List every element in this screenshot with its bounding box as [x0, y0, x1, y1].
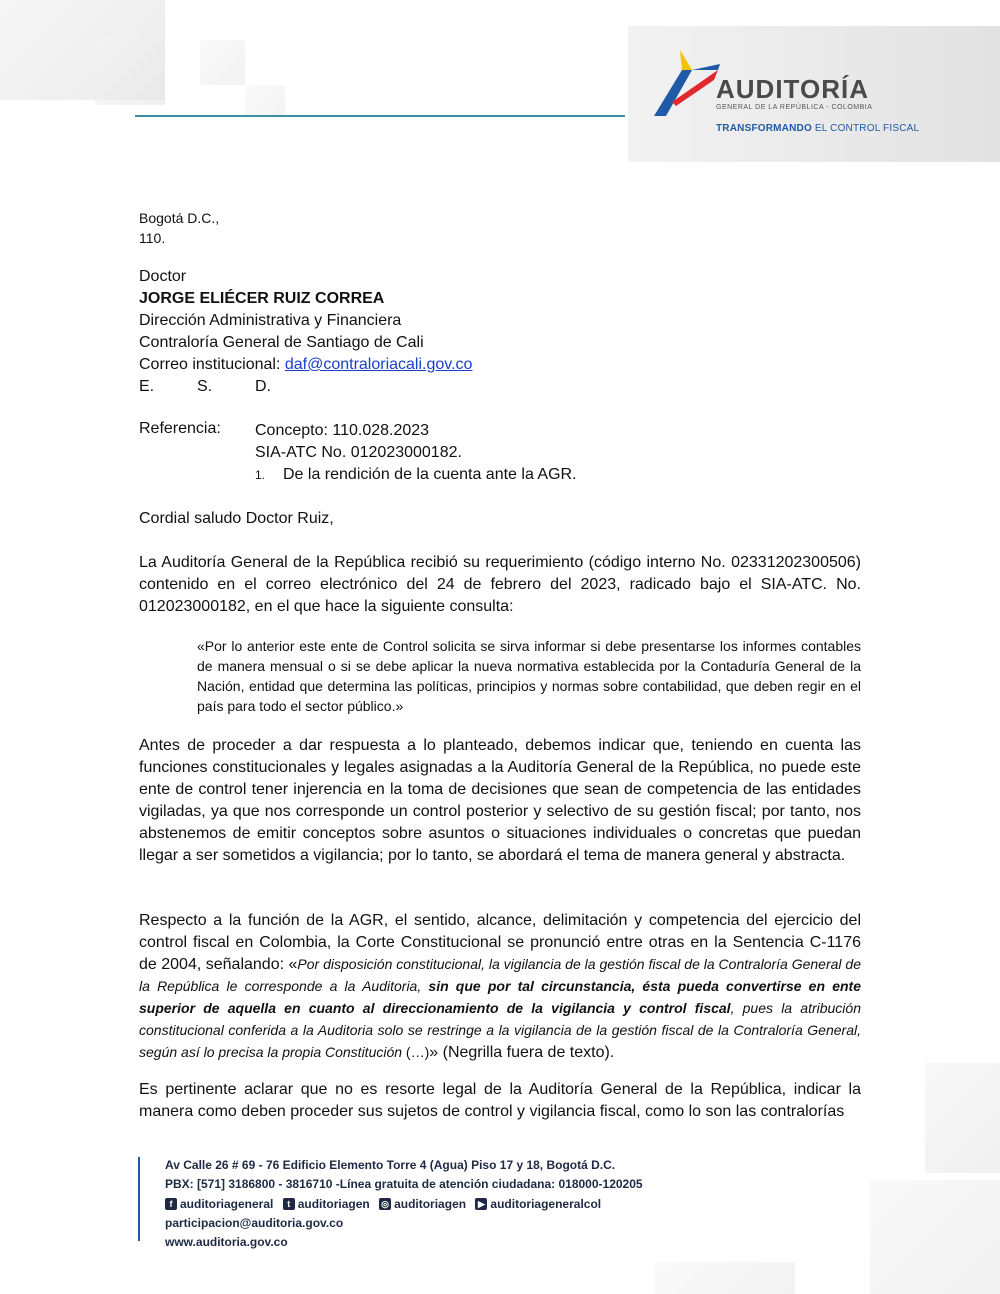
footer-phone: PBX: [571] 3186800 - 3816710 -Línea gratuita de atención ciudadana: 018000-120205	[165, 1177, 643, 1191]
greeting: Cordial saludo Doctor Ruiz,	[139, 510, 334, 527]
recipient-email-link[interactable]: daf@contraloriacali.gov.co	[284, 356, 473, 373]
p3-italic-2: , pues la atribución constitucional conferida a la Auditoria solo se restringe a la vigilancia de la gestión fiscal de la Contraloría General, según así lo precisa la propia Constitución	[139, 1000, 861, 1060]
place-line: Bogotá D.C.,	[139, 210, 220, 226]
p3-italic-1: Por disposición constitucional, la vigilancia de la gestión fiscal de la Contraloría General de la República le corresponde a la Auditoria,	[139, 956, 861, 994]
logo-tagline-rest: EL CONTROL FISCAL	[814, 123, 920, 134]
header-divider	[135, 115, 625, 117]
footer-social	[165, 1194, 643, 1214]
instagram-handle: auditoriagen	[394, 1196, 467, 1211]
p3-bold-italic: sin que por tal circunstancia, ésta pueda convertirse en ente superior de aquella en cuanto al direccionamiento de la vigilancia y control fiscal	[139, 978, 861, 1016]
recipient-dept: Dirección Administrativa y Financiera	[139, 312, 402, 329]
background-decoration	[95, 35, 165, 105]
reference-concept: Concepto: 110.028.2023	[255, 422, 430, 439]
salutation-title: Doctor	[139, 268, 187, 285]
logo-tagline	[716, 123, 919, 134]
paragraph-1: La Auditoría General de la República recibió su requerimiento (código interno No. 02331202300506) contenido en el correo electrónico del 24 de febrero del 2023, radicado bajo el SIA-ATC. No. 012023000182, en el que hace la siguiente consulta:	[139, 554, 861, 615]
paragraph-2: Antes de proceder a dar respuesta a lo planteado, debemos indicar que, teniendo en cuenta las funciones constitucionales y legales asignadas a la Auditoría General de la República, no puede este ente de control tener injerencia en la toma de decisiones que sean de competencia de las entidades vigiladas, ya que nos corresponde un control posterior y selectivo de su gestión fiscal; por tanto, nos abstenemos de emitir conceptos sobre asuntos o situaciones individuales o concretas que puedan llegar a ser sometidos a vigilancia; por lo tanto, se abordará el tema de manera general y abstracta.	[139, 737, 861, 864]
footer-address: Av Calle 26 # 69 - 76 Edificio Elemento Torre 4 (Agua) Piso 17 y 18, Bogotá D.C.	[165, 1158, 616, 1172]
paragraph-4: Es pertinente aclarar que no es resorte legal de la Auditoría General de la República, indicar la manera como deben proceder sus sujetos de control y vigilancia fiscal, como lo son las contralorías	[139, 1081, 861, 1120]
logo-title: AUDITORÍA	[716, 74, 869, 104]
consultation-quote: «Por lo anterior este ente de Control solicita se sirva informar si debe presentarse los informes contables de manera mensual o si se debe aplicar la nueva normativa establecida por la Contaduría General de la Nación, entidad que determina las políticas, principios y normas sobre contabilidad, que deben regir en el país para todo el sector público.»	[197, 638, 861, 714]
facebook-link[interactable]	[165, 1195, 273, 1214]
facebook-handle: auditoriageneral	[180, 1196, 274, 1211]
youtube-icon: ▶	[475, 1198, 487, 1210]
footer-divider	[138, 1157, 140, 1241]
twitter-icon: t	[283, 1198, 295, 1210]
background-decoration	[870, 1180, 1000, 1294]
reference-item-number: 1.	[255, 468, 266, 482]
youtube-link[interactable]	[475, 1195, 601, 1214]
p3-intro: Respecto a la función de la AGR, el sentido, alcance, delimitación y competencia del ejercicio del control fiscal en Colombia, la Corte Constitucional se pronunció entre otras en la Sentencia C-1176 de 2004, señalando: «	[139, 912, 861, 973]
reference-item	[255, 464, 577, 486]
letter-place	[139, 208, 861, 248]
reference-item-text: De la rendición de la cuenta ante la AGR.	[283, 466, 577, 483]
recipient-email-line	[139, 354, 861, 376]
reference-label: Referencia:	[139, 420, 221, 437]
reference-values	[255, 420, 577, 486]
background-decoration	[655, 1262, 795, 1294]
twitter-link[interactable]	[283, 1195, 370, 1214]
footer-website[interactable]: www.auditoria.gov.co	[165, 1234, 288, 1249]
recipient-block	[139, 266, 861, 398]
reference-sia: SIA-ATC No. 012023000182.	[255, 444, 462, 461]
youtube-handle: auditoriageneralcol	[490, 1196, 602, 1211]
p3-ellipsis: (…)	[402, 1044, 430, 1060]
instagram-icon: ◎	[379, 1198, 391, 1210]
code-line: 110.	[139, 230, 166, 246]
esd-s: S.	[197, 378, 213, 395]
footer-contact	[165, 1156, 643, 1252]
email-label: Correo institucional:	[139, 356, 285, 373]
esd-e: E.	[139, 378, 155, 395]
footer-email[interactable]: participacion@auditoria.gov.co	[165, 1215, 344, 1230]
facebook-icon: f	[165, 1198, 177, 1210]
paragraph-3	[139, 910, 861, 1064]
recipient-org: Contraloría General de Santiago de Cali	[139, 334, 424, 351]
recipient-name: JORGE ELIÉCER RUIZ CORREA	[139, 290, 385, 307]
esd-line	[139, 376, 861, 398]
background-decoration	[200, 40, 245, 85]
logo-tagline-bold: TRANSFORMANDO	[716, 123, 812, 134]
esd-d: D.	[255, 378, 271, 395]
auditoria-logo-mark-icon	[652, 48, 722, 118]
twitter-handle: auditoriagen	[297, 1196, 370, 1211]
logo-subtitle: GENERAL DE LA REPÚBLICA - COLOMBIA	[716, 104, 873, 111]
instagram-link[interactable]	[379, 1195, 466, 1214]
background-decoration	[245, 85, 285, 115]
background-decoration	[925, 1063, 1000, 1173]
p3-end: » (Negrilla fuera de texto).	[429, 1044, 615, 1061]
